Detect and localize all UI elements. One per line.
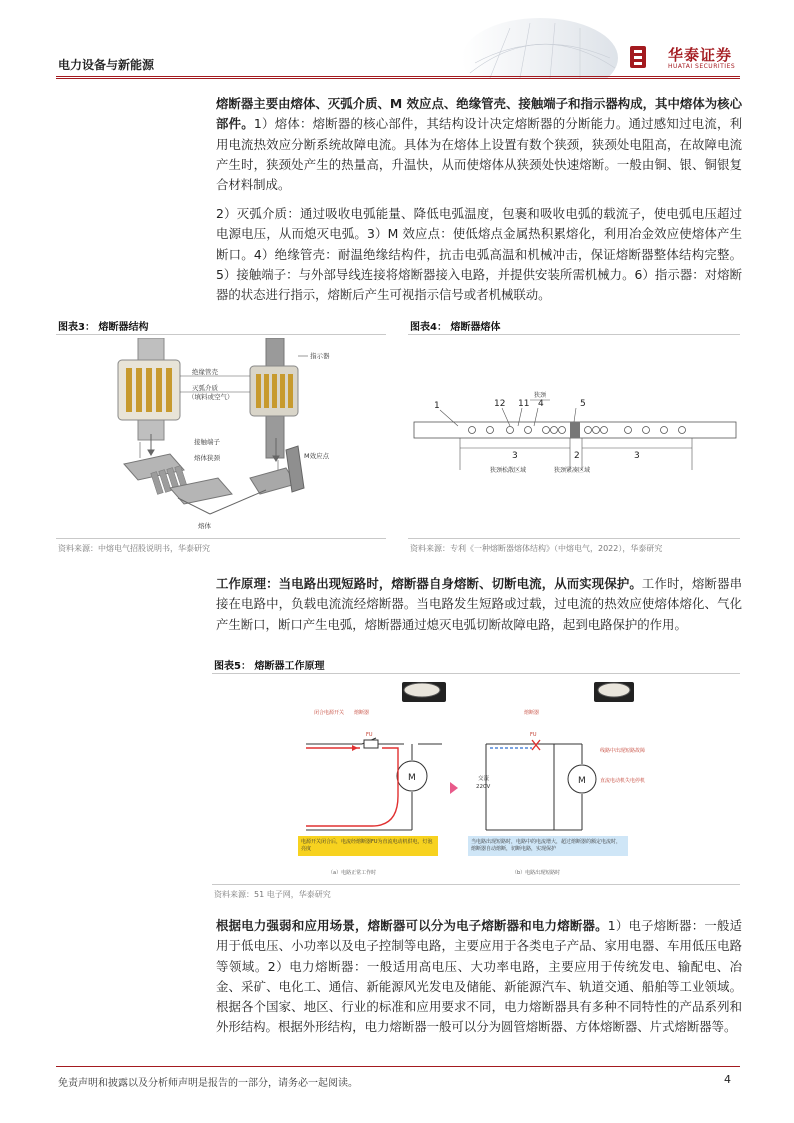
fig5-rule [212,673,740,674]
components-paragraph: 2）灭弧介质：通过吸收电弧能量、降低电弧温度，包裹和吸收电弧的载流子，使电弧电压超过电源电压，从而熄灭电弧。3）M 效应点：使低熔点金属热积累熔化，利用冶金效应使熔体产生断口。4）绝缘管壳：耐温绝缘结构件，抗击电弧高温和机械冲击，保证熔断器整体结构完整。5）接触端子：与外部导线连接将熔断器接入电路，并提供安装所需机械力。6）指示器：对熔断器的状态进行指示，熔断后产生可视指示信号或者机械联动。 [216,206,742,303]
header-globe-graphic [430,18,650,78]
motor-right: M [578,776,586,786]
fig3-rule [56,334,386,335]
section-title: 电力设备与新能源 [58,58,155,72]
header-rule-2 [56,78,740,79]
motor-left: M [408,773,416,783]
classification-paragraph [216,916,742,1038]
intro-text: 1）熔体：熔断器的核心部件，其结构设计决定熔断器的分断能力。通过感知过电流，利用电流热效应分断系统故障电流。具体为在熔体上设置有数个狭颈，狭颈处电阻高，在故障电流产生时，狭颈处产生的热量高，升温快，从而使熔体从狭颈处快速熔断。一般由铜、银、铜银复合材料制成。 [216,116,743,193]
fig3-fuse-structure-diagram [100,338,340,530]
note-box-right [468,836,628,862]
classification-bold: 根据电力强弱和应用场景，熔断器可以分为电子熔断器和电力熔断器。 [216,918,608,933]
label-arc: 灭弧介质 [192,384,218,392]
fig5-title: 图表5： 熔断器工作原理 [214,661,325,672]
fig4-zone-2: 2 [574,451,580,461]
note-box-left [298,836,438,862]
caption-left: （a）电路正常工作时 [328,870,377,876]
logo-mark-icon [628,44,648,70]
fig4-zone-3a: 3 [512,451,518,461]
logo-text-cn: 华泰证券 [668,46,733,64]
header-rule [56,76,740,77]
fig4-zone-3b: 3 [634,451,640,461]
fuse-label-left: 熔断器 [354,710,370,716]
label-indicator: 指示器 [310,352,330,360]
switch-label: 闭合电源开关 [314,710,345,716]
fig3-source: 资料来源：中熔电气招股说明书，华泰研究 [58,544,210,553]
caption-right: （b）电路出现短路时 [512,870,561,876]
fig4-num-5: 5 [580,399,586,409]
fig4-neck-label: 狭颈 [534,392,547,399]
fig3-bottom-rule [56,538,386,539]
page-number: 4 [724,1073,731,1086]
fig4-title: 图表4： 熔断器熔体 [410,322,501,333]
short-label: 线路中出现短路故障 [600,748,646,754]
footer-rule [56,1066,740,1067]
fig4-num-4: 4 [538,399,544,409]
label-terminal: 接触端子 [194,438,220,446]
fig5-bottom-rule [212,884,740,885]
fu-right: FU [530,732,537,738]
principle-text: 工作时，熔断器串接在电路中，负载电流流经熔断器。当电路发生短路或过载，过电流的热效应使熔体熔化、气化产生断口，断口产生电弧，熔断器通过熄灭电弧切断故障电路，起到电路保护的作用。 [216,576,743,632]
intro-paragraph [216,94,742,195]
label-shell: 绝缘管壳 [192,368,218,376]
motor-note: 直流电动机失电停机 [600,778,646,784]
note-right: 当电路出现短路时，电路中的电流增大，超过熔断器的额定电流时，熔断器自动熔断，切断电路，实现保护 [468,836,628,856]
fig4-num-11: 11 [518,399,530,409]
principle-paragraph [216,574,742,635]
circuit-normal [298,682,446,876]
ac-label: 交流 [478,776,490,782]
fig4-source: 资料来源：专利《一种熔断器熔体结构》（中熔电气，2022），华泰研究 [410,544,663,553]
logo-text-en: HUATAI SECURITIES [668,63,736,70]
voltage-label: 220V [476,784,491,790]
fig4-num-1: 1 [434,401,440,411]
fig4-zone-mid: 狭颈紧凑区域 [554,467,591,474]
fig4-fuse-element-diagram [410,388,740,484]
label-neck: 熔体狭颈 [194,454,220,462]
label-fuse-body: 熔体 [198,522,211,530]
fig5-principle-diagram [292,676,662,882]
fig4-zone-left: 狭颈松散区域 [490,467,527,474]
fuse-label-right: 熔断器 [524,710,540,716]
circuit-short [468,682,645,876]
fig5-source: 资料来源：51 电子网，华泰研究 [214,890,331,899]
classification-text: 1）电子熔断器：一般适用于低电压、小功率以及电子控制等电路，主要应用于各类电子产品、家用电器、车用低压电路等领域。2）电力熔断器：一般适用高电压、大功率电路，主要应用于传统发电、输配电、冶金、采矿、电化工、通信、新能源风光发电及储能、新能源汽车、轨道交通、船舶等工业领域。根据各个国家、地区、行业的标准和应用要求不同，电力熔断器具有多种不同特性的产品系列和外形结构。根据外形结构，电力熔断器一般可以分为圆管熔断器、方体熔断器、片式熔断器等。 [216,918,743,1035]
principle-bold: 工作原理：当电路出现短路时，熔断器自身熔断、切断电流，从而实现保护。 [216,576,642,591]
fig4-rule [408,334,740,335]
footer-disclaimer: 免责声明和披露以及分析师声明是报告的一部分，请务必一起阅读。 [58,1078,358,1089]
label-arc-sub: （填料或空气） [188,393,234,401]
intro-bold: 熔断器主要由熔体、灭弧介质、M 效应点、绝缘管壳、接触端子和指示器构成，其中熔体为核心部件。 [216,96,742,132]
label-m-point: M效应点 [304,452,330,460]
fig4-num-12: 12 [494,399,506,409]
fig4-bottom-rule [408,538,740,539]
transition-arrow-icon [450,782,458,794]
note-left: 电源开关闭合后，电流经熔断器FU为直流电动机供电，灯泡亮度 [298,836,438,856]
fig3-title: 图表3： 熔断器结构 [58,322,149,333]
fu-left: FU [366,732,373,738]
